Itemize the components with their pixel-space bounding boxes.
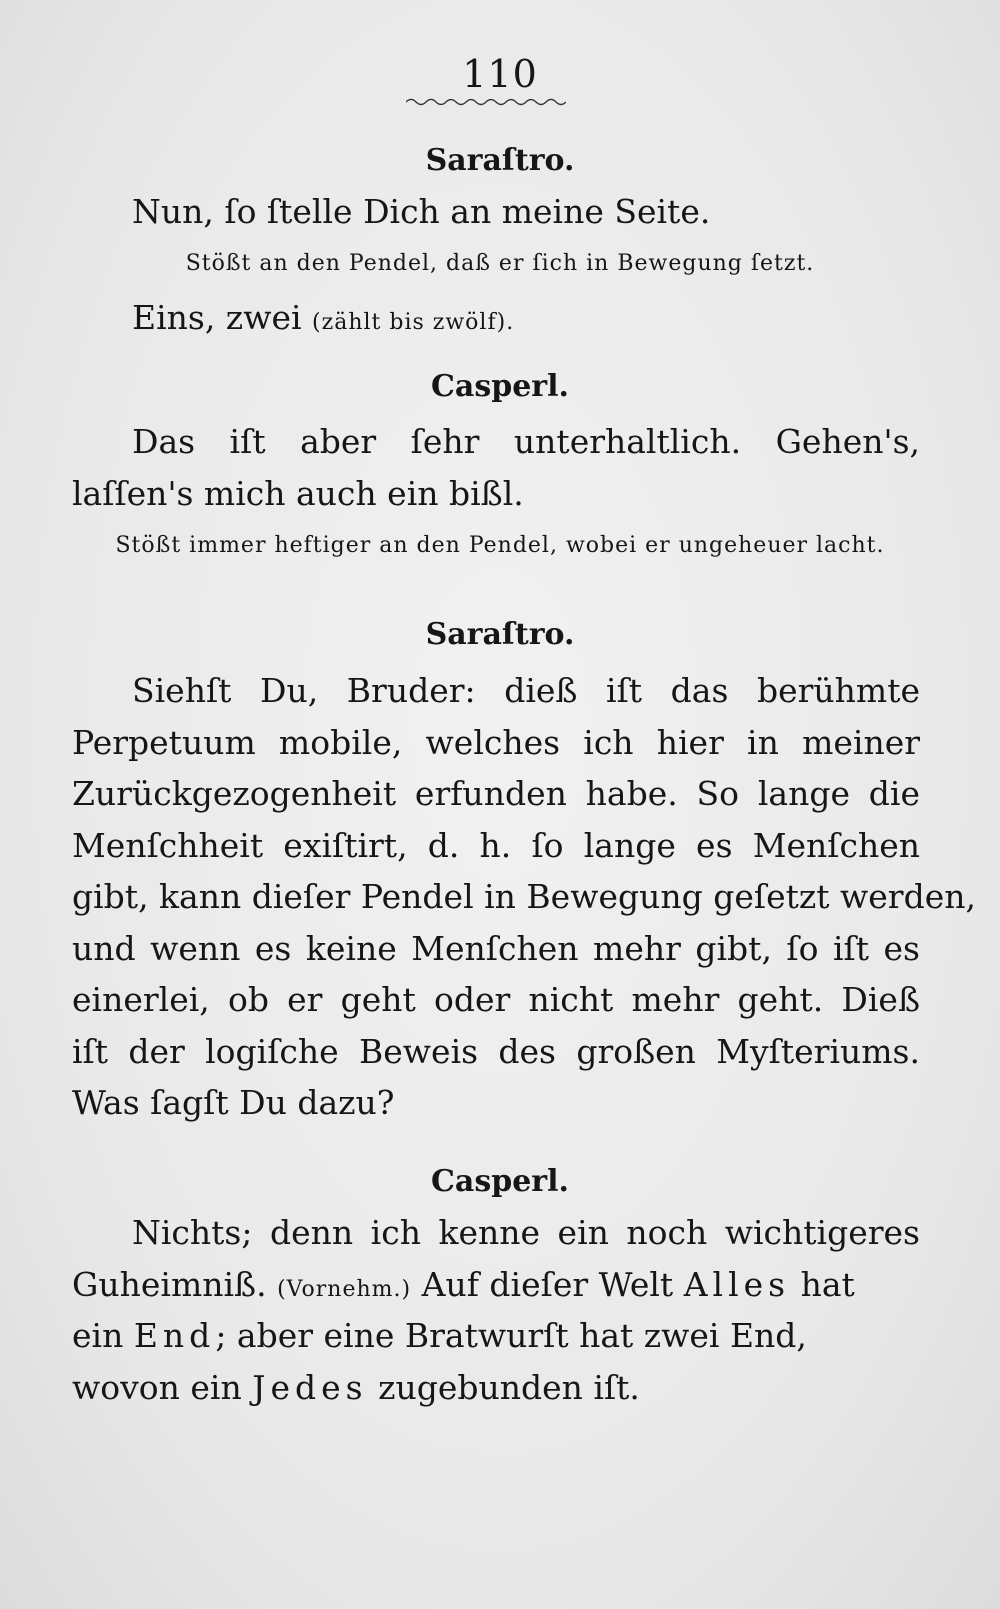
dialogue-line: laſſen's mich auch ein bißl. — [72, 474, 524, 513]
stage-direction: Stößt immer heftiger an den Pendel, wobei er ungeheuer lacht. — [115, 533, 885, 558]
dialogue-text: ein — [72, 1316, 124, 1355]
stage-aside: (zählt bis zwölf). — [312, 310, 515, 335]
emphasized-text: End — [133, 1316, 216, 1355]
dialogue-text: Auf dieſer Welt — [421, 1265, 674, 1304]
dialogue-text: zugebunden iſt. — [378, 1368, 640, 1407]
dialogue-line: und wenn es keine Menſchen mehr gibt, ſo iſt es — [72, 929, 920, 968]
dialogue-line: Was ſagſt Du dazu? — [72, 1083, 395, 1122]
dialogue-line: Nun, ſo ſtelle Dich an meine Seite. — [132, 192, 711, 231]
dialogue-line — [72, 1368, 920, 1408]
dialogue-line — [72, 1316, 920, 1356]
dialogue-line: Das iſt aber ſehr unterhaltlich. Gehen's, — [132, 422, 920, 461]
speaker-name: Casperl. — [431, 369, 569, 404]
speaker-name: Casperl. — [431, 1164, 569, 1199]
dialogue-line: einerlei, ob er geht oder nicht mehr geht. Dieß — [72, 980, 920, 1019]
dialogue-line: iſt der logiſche Beweis des großen Myſteriums. — [72, 1032, 920, 1071]
page-number: 110 — [462, 52, 538, 96]
dialogue-line: Perpetuum mobile, welches ich hier in meiner — [72, 723, 920, 762]
dialogue-line — [132, 298, 920, 343]
dialogue-line: Zurückgezogenheit erfunden habe. So lange die — [72, 774, 920, 813]
dialogue-text: wovon ein — [72, 1368, 242, 1407]
dialogue-text: hat — [800, 1265, 855, 1304]
emphasized-text: Alles — [683, 1265, 791, 1304]
speaker-name: Saraſtro. — [425, 617, 575, 652]
dialogue-line — [72, 1265, 920, 1310]
dialogue-line: Menſchheit exiſtirt, d. h. ſo lange es Menſchen — [72, 826, 920, 865]
dialogue-line: Siehſt Du, Bruder: dieß iſt das berühmte — [132, 671, 920, 710]
dialogue-text: Eins, zwei — [132, 298, 302, 337]
stage-direction: Stößt an den Pendel, daß er ſich in Bewegung ſetzt. — [185, 251, 815, 276]
dialogue-text: ; aber eine Bratwurſt hat zwei End, — [215, 1316, 807, 1355]
dialogue-text: Guheimniß. — [72, 1265, 267, 1304]
speaker-name: Saraſtro. — [425, 143, 575, 178]
dialogue-line: Nichts; denn ich kenne ein noch wichtigeres — [132, 1213, 920, 1252]
emphasized-text: Jedes — [252, 1368, 368, 1407]
dialogue-line: gibt, kann dieſer Pendel in Bewegung geſetzt werden, — [72, 877, 976, 916]
wavy-rule-ornament — [406, 96, 566, 108]
stage-aside: (Vornehm.) — [277, 1277, 412, 1302]
